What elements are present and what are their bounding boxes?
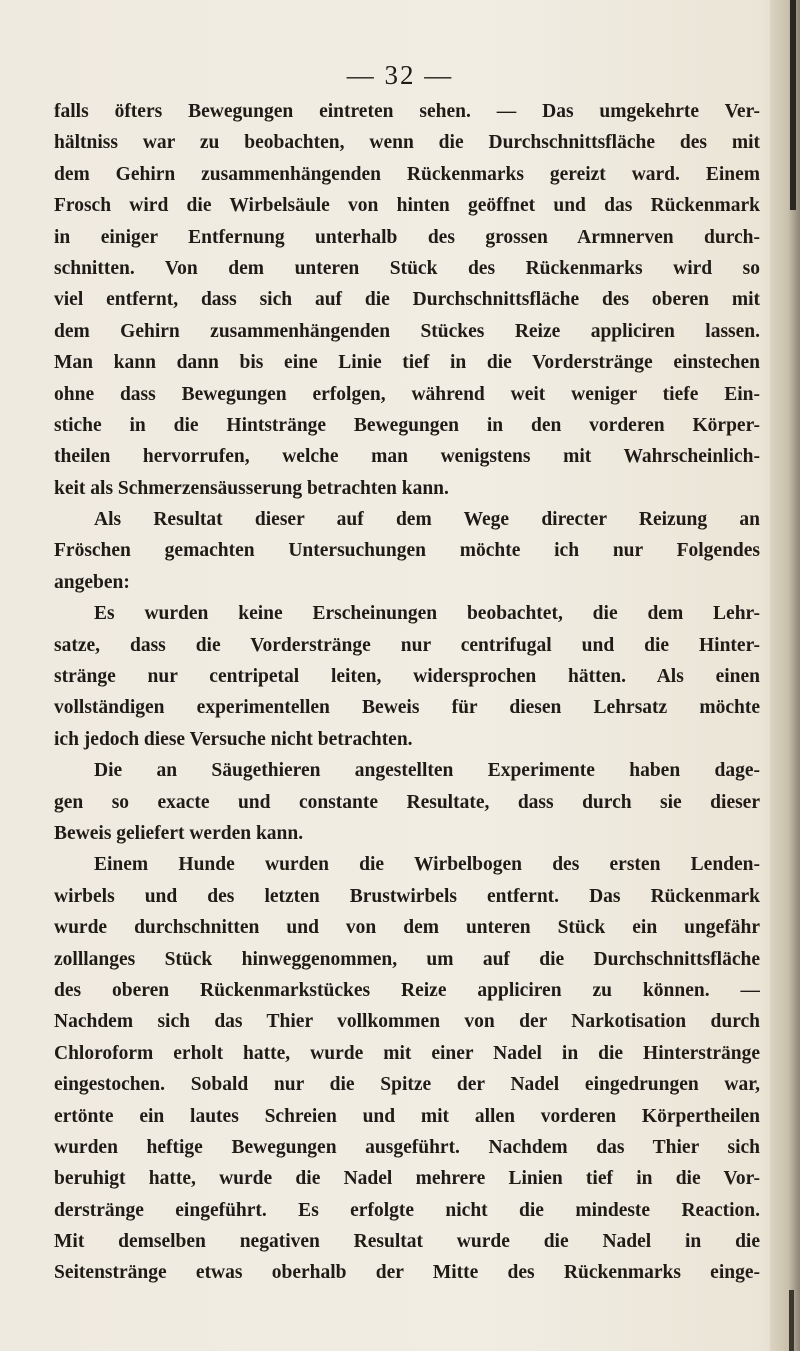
text-line: ertönte ein lautes Schreien und mit allen vorderen Körpertheilen [54,1105,760,1127]
text-line: des oberen Rückenmarkstückes Reize appliciren zu können. — [54,979,760,1001]
text-line: Man kann dann bis eine Linie tief in die Vorderstränge einstechen [54,352,760,374]
text-line: Mit demselben negativen Resultat wurde die Nadel in die [54,1231,760,1253]
binding-shadow [790,0,796,210]
text-line: stränge nur centripetal leiten, widersprochen hätten. Als einen [54,666,760,688]
text-line: vollständigen experimentellen Beweis für diesen Lehrsatz möchte [54,697,760,719]
text-line: hältniss war zu beobachten, wenn die Durchschnittsfläche des mit [54,132,760,154]
body-text [54,96,760,1289]
text-line: dem Gehirn zusammenhängenden Rückenmarks gereizt ward. Einem [54,163,760,185]
text-line: schnitten. Von dem unteren Stück des Rückenmarks wird so [54,257,760,279]
text-line: Seitenstränge etwas oberhalb der Mitte des Rückenmarks einge- [54,1262,760,1284]
text-line: stiche in die Hintstränge Bewegungen in den vorderen Körper- [54,414,760,436]
text-line: Frosch wird die Wirbelsäule von hinten geöffnet und das Rückenmark [54,195,760,217]
text-line: theilen hervorrufen, welche man wenigstens mit Wahrscheinlich- [54,446,760,468]
text-line: derstränge eingeführt. Es erfolgte nicht die mindeste Reaction. [54,1199,760,1221]
text-line: ohne dass Bewegungen erfolgen, während weit weniger tiefe Ein- [54,383,760,405]
text-line: Die an Säugethieren angestellten Experimente haben dage- [94,760,760,782]
text-line: falls öfters Bewegungen eintreten sehen. — Das umgekehrte Ver- [54,101,760,122]
binding-shadow [789,1290,794,1351]
text-line: eingestochen. Sobald nur die Spitze der Nadel eingedrungen war, [54,1074,760,1096]
text-line: ich jedoch diese Versuche nicht betrachten. [54,728,413,750]
text-line: gen so exacte und constante Resultate, dass durch sie dieser [54,791,760,813]
text-line: wirbels und des letzten Brustwirbels entfernt. Das Rückenmark [54,885,760,907]
text-line: satze, dass die Vorderstränge nur centrifugal und die Hinter- [54,634,760,656]
text-line: wurde durchschnitten und von dem unteren Stück ein ungefähr [54,917,760,939]
facing-page-edge [770,0,800,1351]
text-line: viel entfernt, dass sich auf die Durchschnittsfläche des oberen mit [54,289,760,311]
text-line: dem Gehirn zusammenhängenden Stückes Reize appliciren lassen. [54,320,760,342]
text-line: Es wurden keine Erscheinungen beobachtet, die dem Lehr- [94,603,760,625]
text-line: angeben: [54,571,130,593]
text-line: beruhigt hatte, wurde die Nadel mehrere Linien tief in die Vor- [54,1168,760,1190]
text-line: Als Resultat dieser auf dem Wege directer Reizung an [94,509,760,531]
text-line: keit als Schmerzensäusserung betrachten kann. [54,477,449,499]
text-line: Beweis geliefert werden kann. [54,822,304,844]
text-line: zolllanges Stück hinweggenommen, um auf die Durchschnittsfläche [54,948,760,970]
text-line: Nachdem sich das Thier vollkommen von der Narkotisation durch [54,1011,760,1033]
text-line: Fröschen gemachten Untersuchungen möchte ich nur Folgendes [54,540,760,562]
text-line: Chloroform erholt hatte, wurde mit einer Nadel in die Hinterstränge [54,1042,760,1064]
text-line: Einem Hunde wurden die Wirbelbogen des ersten Lenden- [94,854,760,876]
text-line: wurden heftige Bewegungen ausgeführt. Nachdem das Thier sich [54,1136,760,1158]
page-number: — 32 — [346,60,454,90]
text-line: in einiger Entfernung unterhalb des grossen Armnerven durch- [54,226,760,248]
